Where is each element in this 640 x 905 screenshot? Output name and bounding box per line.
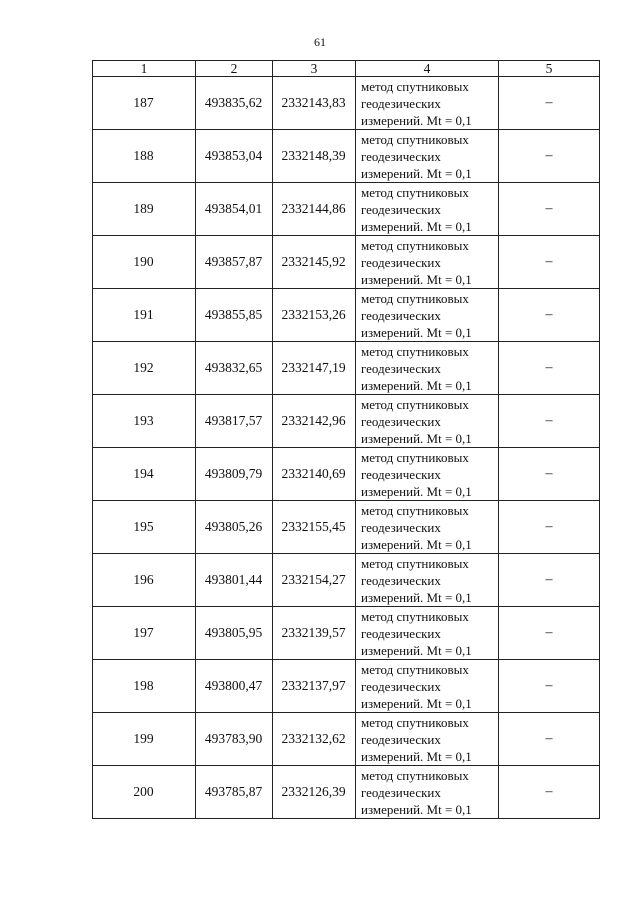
empty-mark-cell: – [499, 448, 600, 501]
empty-mark-cell: – [499, 607, 600, 660]
table-row [93, 342, 600, 395]
empty-mark-cell: – [499, 501, 600, 554]
x-coordinate-cell: 493783,90 [196, 713, 273, 766]
method-text-line: метод спутниковых [361, 237, 469, 253]
method-text-line: измерений. Mt = 0,1 [361, 430, 472, 446]
table-row [93, 766, 600, 819]
method-text-line: метод спутниковых [361, 78, 469, 94]
method-text-line: измерений. Mt = 0,1 [361, 536, 472, 552]
method-text-line: геодезических [361, 625, 441, 641]
header-col-2: 2 [196, 61, 273, 77]
x-coordinate-cell: 493809,79 [196, 448, 273, 501]
method-cell [356, 395, 499, 448]
method-text-line: измерений. Mt = 0,1 [361, 748, 472, 764]
method-text-line: геодезических [361, 95, 441, 111]
method-text-line: геодезических [361, 784, 441, 800]
method-text-line: геодезических [361, 254, 441, 270]
x-coordinate-cell: 493835,62 [196, 77, 273, 130]
table-row [93, 289, 600, 342]
coordinates-table [92, 60, 600, 819]
x-coordinate-cell: 493785,87 [196, 766, 273, 819]
method-cell [356, 554, 499, 607]
table-row [93, 183, 600, 236]
method-text-line: измерений. Mt = 0,1 [361, 271, 472, 287]
method-text-line: метод спутниковых [361, 184, 469, 200]
table-row [93, 554, 600, 607]
table-body [93, 77, 600, 819]
method-text-line: геодезических [361, 731, 441, 747]
method-text-line: геодезических [361, 307, 441, 323]
x-coordinate-cell: 493853,04 [196, 130, 273, 183]
point-number-cell: 198 [93, 660, 196, 713]
point-number-cell: 187 [93, 77, 196, 130]
table-row [93, 660, 600, 713]
method-text-line: метод спутниковых [361, 131, 469, 147]
method-cell [356, 130, 499, 183]
empty-mark-cell: – [499, 766, 600, 819]
y-coordinate-cell: 2332155,45 [273, 501, 356, 554]
method-text-line: измерений. Mt = 0,1 [361, 801, 472, 817]
table-header [93, 61, 600, 77]
empty-mark-cell: – [499, 713, 600, 766]
point-number-cell: 193 [93, 395, 196, 448]
point-number-cell: 196 [93, 554, 196, 607]
method-cell [356, 236, 499, 289]
point-number-cell: 191 [93, 289, 196, 342]
x-coordinate-cell: 493800,47 [196, 660, 273, 713]
empty-mark-cell: – [499, 660, 600, 713]
y-coordinate-cell: 2332148,39 [273, 130, 356, 183]
method-text-line: метод спутниковых [361, 343, 469, 359]
table-row [93, 501, 600, 554]
table-row [93, 77, 600, 130]
point-number-cell: 188 [93, 130, 196, 183]
method-text-line: метод спутниковых [361, 290, 469, 306]
method-text-line: геодезических [361, 466, 441, 482]
method-cell [356, 183, 499, 236]
page-number: 61 [314, 35, 326, 49]
x-coordinate-cell: 493854,01 [196, 183, 273, 236]
empty-mark-cell: – [499, 77, 600, 130]
method-text-line: метод спутниковых [361, 396, 469, 412]
method-text-line: геодезических [361, 360, 441, 376]
method-cell [356, 342, 499, 395]
method-text-line: геодезических [361, 413, 441, 429]
x-coordinate-cell: 493801,44 [196, 554, 273, 607]
y-coordinate-cell: 2332153,26 [273, 289, 356, 342]
method-cell [356, 607, 499, 660]
method-text-line: геодезических [361, 201, 441, 217]
empty-mark-cell: – [499, 183, 600, 236]
table-row [93, 448, 600, 501]
table-row [93, 607, 600, 660]
table-row [93, 713, 600, 766]
y-coordinate-cell: 2332140,69 [273, 448, 356, 501]
method-cell [356, 713, 499, 766]
y-coordinate-cell: 2332142,96 [273, 395, 356, 448]
table-row [93, 395, 600, 448]
method-text-line: измерений. Mt = 0,1 [361, 695, 472, 711]
x-coordinate-cell: 493805,26 [196, 501, 273, 554]
method-cell [356, 77, 499, 130]
point-number-cell: 192 [93, 342, 196, 395]
y-coordinate-cell: 2332132,62 [273, 713, 356, 766]
x-coordinate-cell: 493832,65 [196, 342, 273, 395]
point-number-cell: 189 [93, 183, 196, 236]
method-text-line: геодезических [361, 572, 441, 588]
method-cell [356, 501, 499, 554]
point-number-cell: 195 [93, 501, 196, 554]
y-coordinate-cell: 2332139,57 [273, 607, 356, 660]
y-coordinate-cell: 2332145,92 [273, 236, 356, 289]
method-text-line: метод спутниковых [361, 767, 469, 783]
method-text-line: метод спутниковых [361, 502, 469, 518]
x-coordinate-cell: 493805,95 [196, 607, 273, 660]
method-text-line: метод спутниковых [361, 608, 469, 624]
method-text-line: измерений. Mt = 0,1 [361, 589, 472, 605]
table-row [93, 236, 600, 289]
x-coordinate-cell: 493857,87 [196, 236, 273, 289]
point-number-cell: 199 [93, 713, 196, 766]
y-coordinate-cell: 2332143,83 [273, 77, 356, 130]
method-cell [356, 766, 499, 819]
method-text-line: измерений. Mt = 0,1 [361, 165, 472, 181]
method-text-line: измерений. Mt = 0,1 [361, 324, 472, 340]
empty-mark-cell: – [499, 342, 600, 395]
x-coordinate-cell: 493817,57 [196, 395, 273, 448]
y-coordinate-cell: 2332147,19 [273, 342, 356, 395]
method-text-line: метод спутниковых [361, 449, 469, 465]
method-text-line: измерений. Mt = 0,1 [361, 483, 472, 499]
y-coordinate-cell: 2332137,97 [273, 660, 356, 713]
header-col-3: 3 [273, 61, 356, 77]
point-number-cell: 190 [93, 236, 196, 289]
method-text-line: метод спутниковых [361, 714, 469, 730]
method-text-line: геодезических [361, 678, 441, 694]
method-text-line: метод спутниковых [361, 661, 469, 677]
method-text-line: измерений. Mt = 0,1 [361, 112, 472, 128]
table-row [93, 130, 600, 183]
point-number-cell: 194 [93, 448, 196, 501]
header-col-5: 5 [499, 61, 600, 77]
method-text-line: метод спутниковых [361, 555, 469, 571]
empty-mark-cell: – [499, 395, 600, 448]
y-coordinate-cell: 2332126,39 [273, 766, 356, 819]
x-coordinate-cell: 493855,85 [196, 289, 273, 342]
method-cell [356, 289, 499, 342]
empty-mark-cell: – [499, 554, 600, 607]
method-text-line: геодезических [361, 148, 441, 164]
point-number-cell: 197 [93, 607, 196, 660]
method-text-line: измерений. Mt = 0,1 [361, 377, 472, 393]
header-row [93, 61, 600, 77]
method-text-line: измерений. Mt = 0,1 [361, 218, 472, 234]
header-col-1: 1 [93, 61, 196, 77]
empty-mark-cell: – [499, 236, 600, 289]
empty-mark-cell: – [499, 289, 600, 342]
header-col-4: 4 [356, 61, 499, 77]
y-coordinate-cell: 2332144,86 [273, 183, 356, 236]
method-cell [356, 448, 499, 501]
method-text-line: геодезических [361, 519, 441, 535]
y-coordinate-cell: 2332154,27 [273, 554, 356, 607]
point-number-cell: 200 [93, 766, 196, 819]
method-text-line: измерений. Mt = 0,1 [361, 642, 472, 658]
empty-mark-cell: – [499, 130, 600, 183]
method-cell [356, 660, 499, 713]
